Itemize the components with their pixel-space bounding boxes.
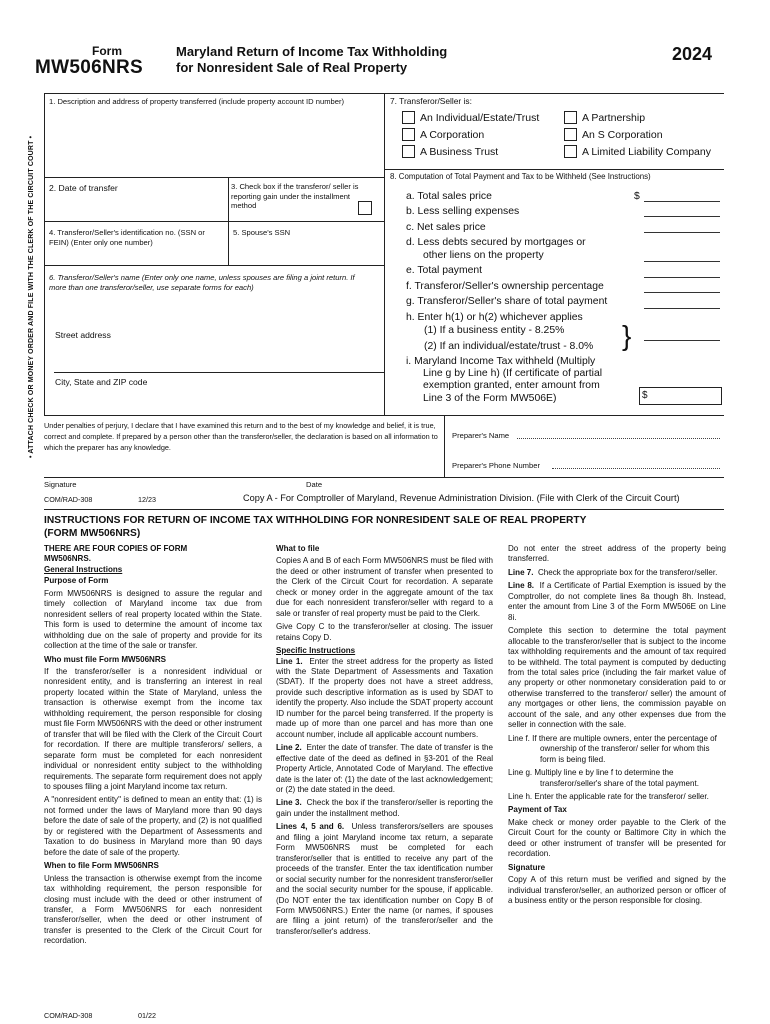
line-8i-label-3: exemption granted, enter amount from: [423, 380, 600, 391]
installment-method-checkbox[interactable]: [358, 201, 372, 215]
nonresident-entity-text: A "nonresident entity" is defined to mean an entity that: (1) is not formed under the laws of Maryland more than 90 days before the date of sale of the property, and (2) is not qualified by or registered with the Department of Assessments and Taxation to do business in Maryland more than 90 days before the date of sale of the property.: [44, 795, 262, 857]
line-8c-label: c. Net sales price: [406, 222, 486, 233]
corporation-label: A Corporation: [420, 129, 485, 141]
lines-456-heading: Lines 4, 5 and 6.: [276, 822, 345, 832]
line-f-instruction: Line f. If there are multiple owners, enter the percentage of ownership of the transferor/ seller for whom this form is being filed.: [508, 733, 717, 764]
partnership-label: A Partnership: [582, 112, 646, 124]
field-1-label: 1. Description and address of property transferred (include property account ID number): [49, 97, 345, 106]
line-8g-input[interactable]: [644, 308, 720, 309]
section-8-title: 8. Computation of Total Payment and Tax to be Withheld (See Instructions): [390, 172, 651, 181]
instructions-column-1: [44, 544, 262, 950]
section-7-title: 7. Transferor/Seller is:: [390, 96, 472, 106]
line-8i-dollar: $: [642, 390, 648, 401]
field-2-label: 2. Date of transfer: [49, 183, 118, 193]
line-7-text: Check the appropriate box for the transferor/seller.: [537, 567, 718, 577]
line-8i-label-4: Line 3 of the Form MW506E): [423, 393, 557, 404]
line-8a-input[interactable]: [644, 201, 720, 202]
copy-a-statement: Copy A - For Comptroller of Maryland, Revenue Administration Division. (File with Clerk of the Circuit Court): [243, 493, 680, 503]
copies-heading: THERE ARE FOUR COPIES OF FORM: [44, 544, 188, 553]
line-7-instruction: [508, 568, 726, 578]
what-to-file-text: Copies A and B of each Form MW506NRS must be filed with the deed or other instrument of transfer when presented to the Clerk of the Circuit Court for recordation. A separate check or money order in the aggregate amount of the tax due for each nonresident transferor/seller with regard to a sale or transfer of real property must be paid to the Clerk.: [276, 556, 493, 618]
when-to-file-text: Unless the transaction is otherwise exempt from the income tax withholding requirement, the person responsible for closing must include with the deed or other instrument of transfer, a Form MW506NRS for each nonresident transferor/seller, when the deed or other instrument of transfer is presented to the Clerk of the Circuit Court for recordation.: [44, 873, 262, 946]
field-4-label: 4. Transferor/Seller's identification no. (SSN or FEIN) (Enter only one number): [49, 228, 205, 247]
line-8i-label: i. Maryland Income Tax withheld (Multiply: [406, 356, 596, 367]
do-not-enter-text: Do not enter the street address of the property being transferred.: [508, 544, 726, 564]
signature-text: Copy A of this return must be verified and signed by the individual transferor/seller, an authorized person or officer of a business entity or the person responsible for closing.: [508, 875, 726, 906]
line-2-heading: Line 2.: [276, 743, 302, 753]
individual-estate-trust-checkbox[interactable]: [402, 111, 415, 124]
who-must-file-heading: Who must file Form MW506NRS: [44, 654, 167, 664]
specific-instructions-heading: Specific Instructions: [276, 646, 356, 656]
llc-checkbox[interactable]: [564, 145, 577, 158]
line-h-instruction: Line h. Enter the applicable rate for the transferor/ seller.: [508, 791, 709, 801]
line-3-heading: Line 3.: [276, 798, 302, 808]
line-8b-input[interactable]: [644, 216, 720, 217]
instructions-heading-2: (FORM MW506NRS): [44, 528, 141, 539]
purpose-heading: Purpose of Form: [44, 576, 109, 586]
line-2-text: Enter the date of transfer. The date of transfer is the effective date of the deed as defined in §3-201 of the Real Property Article, Annotated Code of Maryland. The effective date is the later of: (1) the date of the last acknowledgement; or (2) the date stated in the deed.: [276, 743, 494, 794]
line-8c-input[interactable]: [644, 232, 720, 233]
line-8d-input[interactable]: [644, 261, 720, 262]
form-code: COM/RAD-308: [44, 495, 93, 504]
line-8f-label: f. Transferor/Seller's ownership percentage: [406, 281, 604, 292]
line-8f-input[interactable]: [644, 292, 720, 293]
line-8a-dollar: $: [634, 191, 640, 202]
line-7-heading: Line 7.: [508, 567, 534, 577]
preparer-phone-input[interactable]: [552, 468, 720, 469]
line-8e-input[interactable]: [644, 277, 720, 278]
preparer-name-input[interactable]: [517, 438, 720, 439]
complete-section-text: Complete this section to determine the total payment allocable to the transferor/seller that is subject to the income tax withholding requirements and the amount of tax required to be withheld. The total payment is computed by deducting from the total sales price (including the fair market value of any property or other nonmonetary consideration paid to or otherwise transferred to the transferor/ seller) the amount of any mortgages or other liens, the commission payable on account of the sale, and any other expenses due from the seller in connection with the sale.: [508, 626, 726, 730]
field-3-label: 3. Check box if the transferor/ seller is reporting gain under the installment method: [231, 182, 359, 211]
who-must-file-text: If the transferor/seller is a nonresident individual or nonresident entity, and is transferring an interest in real property located within the State of Maryland, unless the transaction is otherwise exempt from the income tax withholding requirement, the person responsible for closing must file Form MW506NRS with the deed or other instrument of transfer that will be filed with the Clerk of the Circuit Court for recordation. If there are multiple transferors/ sellers, a separate form must be completed for each nonresident individual or nonresident entity subject to the withholding requirements. The separate form requirement does not apply to spouses filing a joint Maryland income tax return.: [44, 666, 262, 791]
line-8-text: If a Certificate of Partial Exemption is issued by the Comptroller, do not complete lines 8a though 8h. Instead, enter the amount from Line 3 of the Form MW506E on Line 8i.: [508, 581, 726, 622]
line-1-instruction: [276, 657, 493, 741]
tax-year: 2024: [672, 44, 713, 64]
copies-heading-2: MW506NRS.: [44, 554, 91, 564]
field-6-label: 6. Transferor/Seller's name (Enter only one name, unless spouses are filing a joint return. If more than one transferor/seller, use separate forms for each): [49, 273, 355, 292]
lines-456-instruction: [276, 822, 493, 937]
line-1-heading: Line 1.: [276, 656, 303, 666]
line-8i-label-2: Line g by Line h) (If certificate of partial: [423, 368, 603, 379]
line-8e-label: e. Total payment: [406, 265, 483, 276]
what-to-file-heading: What to file: [276, 544, 320, 553]
line-8d-label: d. Less debts secured by mortgages or: [406, 237, 586, 248]
line-8d-label-2: other liens on the property: [423, 250, 544, 261]
preparer-name-label: Preparer's Name: [452, 431, 510, 440]
s-corporation-checkbox[interactable]: [564, 128, 577, 141]
line-8a-label: a. Total sales price: [406, 191, 492, 202]
form-title-line2: for Nonresident Sale of Real Property: [176, 60, 408, 75]
give-copy-text: Give Copy C to the transferor/seller at closing. The issuer retains Copy D.: [276, 622, 493, 642]
signature-heading: Signature: [508, 862, 546, 872]
line-8g-label: g. Transferor/Seller's share of total payment: [406, 296, 608, 307]
city-state-zip-label: City, State and ZIP code: [55, 377, 148, 387]
general-instructions-heading: General Instructions: [44, 564, 123, 574]
date-label: Date: [306, 480, 323, 489]
line-1-text: Enter the street address for the property as listed with the State Department of Assessments and Taxation (SDAT). If the property does not have a street address, provide such descriptive information as is used by SDAT to identify the property. Also include the SDAT property account ID number for the parcel being transferred. If the property is made up of more than one parcel and has more than one account number, include all applicable account numbers.: [276, 656, 493, 739]
form-revision: 12/23: [138, 495, 156, 504]
business-trust-checkbox[interactable]: [402, 145, 415, 158]
line-2-instruction: [276, 743, 493, 795]
street-address-label: Street address: [55, 330, 111, 340]
line-8h-input[interactable]: [644, 340, 720, 341]
field-5-label: 5. Spouse's SSN: [233, 228, 291, 237]
instructions-heading: INSTRUCTIONS FOR RETURN OF INCOME TAX WITHHOLDING FOR NONRESIDENT SALE OF REAL PROPERTY: [44, 515, 587, 526]
line-8i-input[interactable]: [639, 387, 722, 405]
line-g-instruction: Line g. Multiply line e by line f to determine the transferor/seller's share of the total payment.: [508, 768, 699, 788]
line-8-heading: Line 8.: [508, 581, 535, 591]
payment-heading: Payment of Tax: [508, 805, 567, 815]
business-trust-label: A Business Trust: [420, 146, 499, 158]
line-8h-brace: }: [622, 320, 632, 351]
bottom-form-code: COM/RAD-308: [44, 1011, 93, 1020]
instructions-column-2: [276, 544, 493, 940]
form-number: MW506NRS: [35, 57, 143, 78]
payment-text: Make check or money order payable to the Clerk of the Circuit Court for the county or Baltimore City in which the deed or other instrument of transfer will be presented for recordation.: [508, 817, 726, 859]
line-8b-label: b. Less selling expenses: [406, 206, 520, 217]
instructions-column-3: [508, 544, 726, 910]
s-corporation-label: An S Corporation: [582, 129, 663, 141]
signature-label: Signature: [44, 480, 77, 489]
when-to-file-heading: When to file Form MW506NRS: [44, 861, 159, 871]
line-3-text: Check the box if the transferor/seller is reporting the gain under the installment method.: [276, 798, 493, 818]
perjury-declaration: Under penalties of perjury, I declare that I have examined this return and to the best of my knowledge and belief, it is true, correct and complete. If prepared by a person other than the transferor/seller, the declaration is based on all information to which the preparer has any knowledge.: [44, 421, 438, 452]
individual-estate-trust-label: An Individual/Estate/Trust: [420, 112, 540, 124]
line-8-instruction: [508, 581, 726, 623]
llc-label: A Limited Liability Company: [582, 146, 711, 158]
side-instruction-text: • ATTACH CHECK OR MONEY ORDER AND FILE WITH THE CLERK OF THE CIRCUIT COURT •: [28, 135, 35, 458]
line-8h1-label: (1) If a business entity - 8.25%: [424, 325, 565, 336]
purpose-text: Form MW506NRS is designed to assure the regular and timely collection of Maryland income tax due from nonresident sellers of real property located within the State. This form is used to determine the amount of income tax withholding due on the sale of property and provide for its collection at the time of the sale or transfer.: [44, 588, 262, 651]
lines-456-text: Unless transferors/sellers are spouses and filing a joint Maryland income tax return, a separate Form MW506NRS must be completed for each transferor/seller that is entitled to receive any part of the proceeds of the transfer. Enter the tax identification number or social security number for the nonresident transferor/seller and the social security number for the spouse, if applicable. (Do NOT enter the tax identification number on Copy B of Form MW506NRS.) Enter the name (or names, if spouses are filing a joint return) of the transferor/seller and the transferor/seller's address.: [276, 822, 493, 936]
corporation-checkbox[interactable]: [402, 128, 415, 141]
partnership-checkbox[interactable]: [564, 111, 577, 124]
bottom-form-revision: 01/22: [138, 1011, 156, 1020]
form-label: Form: [92, 44, 122, 58]
form-title-line1: Maryland Return of Income Tax Withholding: [176, 44, 448, 59]
line-8h-label: h. Enter h(1) or h(2) whichever applies: [406, 312, 583, 323]
line-8h2-label: (2) If an individual/estate/trust - 8.0%: [424, 341, 594, 352]
line-3-instruction: [276, 798, 493, 819]
preparer-phone-label: Preparer's Phone Number: [452, 461, 540, 470]
